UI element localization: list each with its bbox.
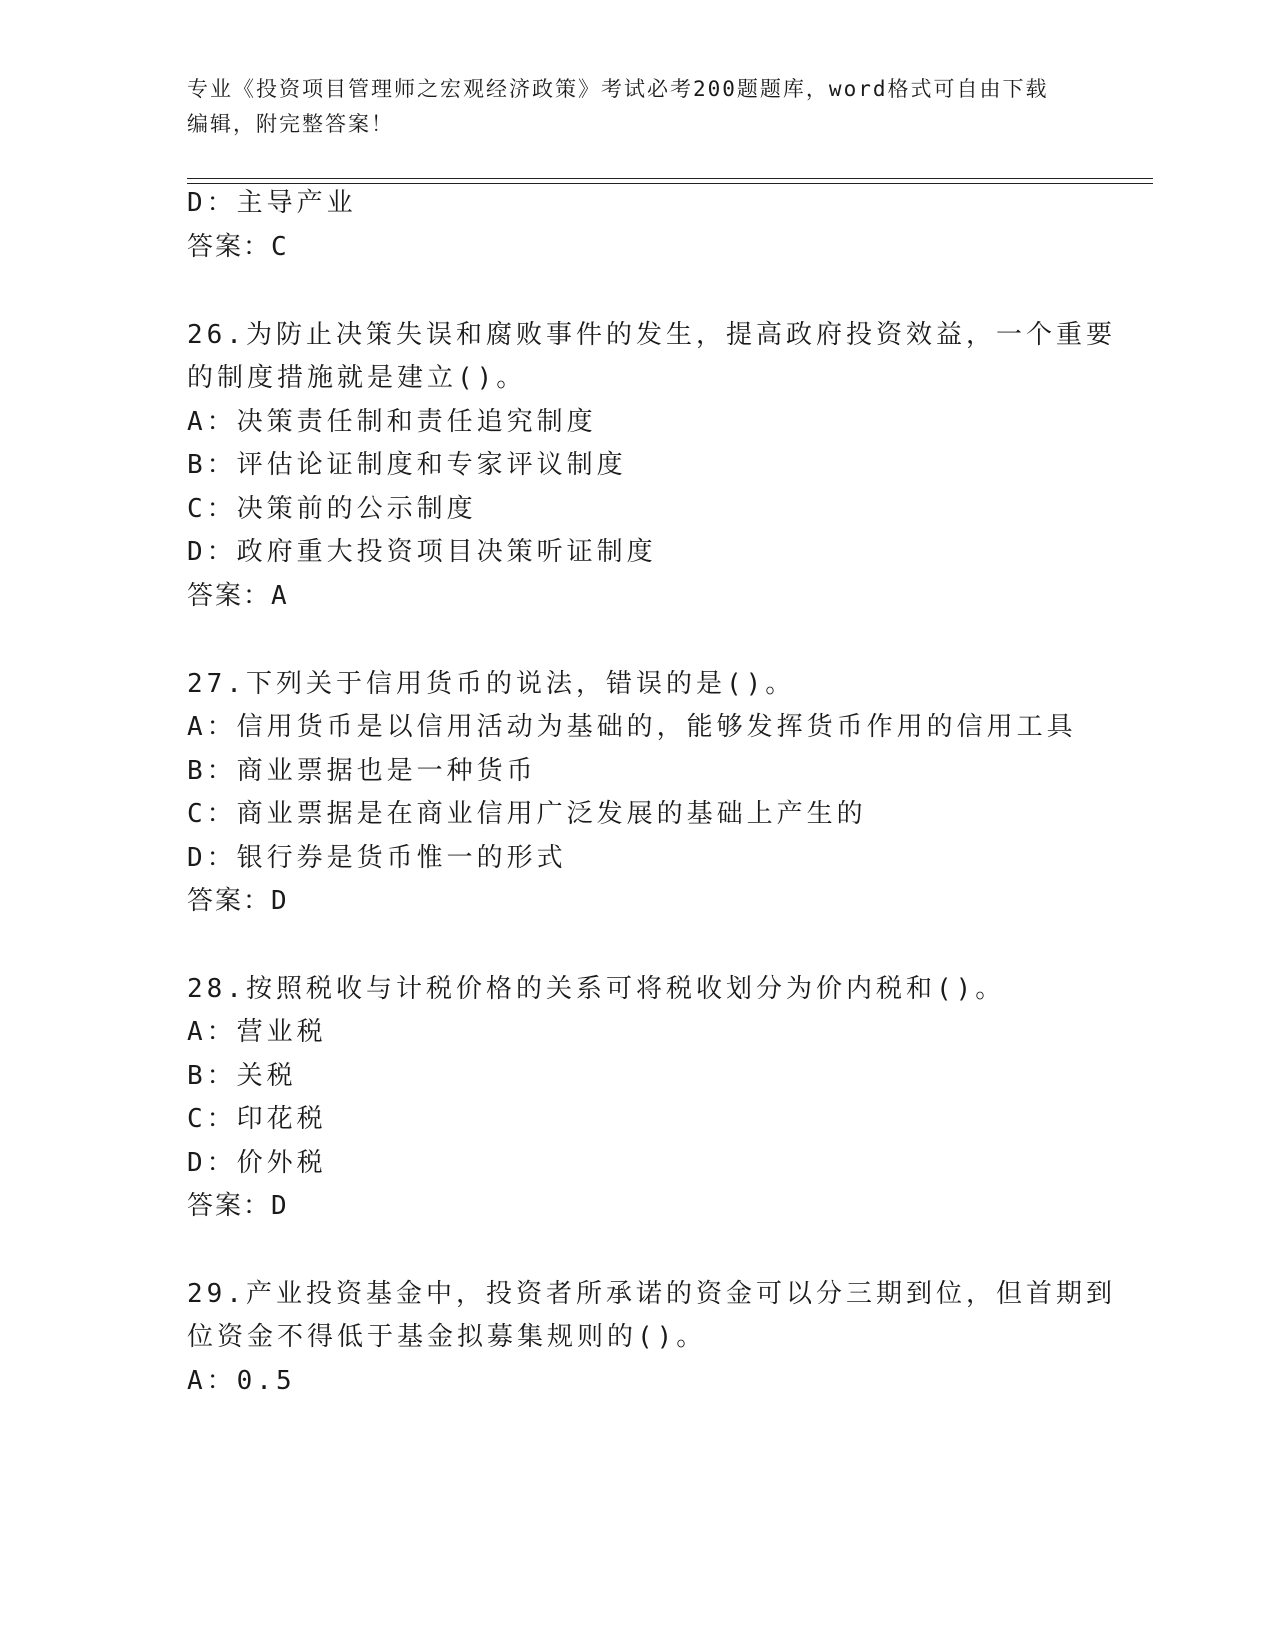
prev-option-d: D：主导产业: [187, 188, 357, 218]
answer-value: D: [271, 886, 288, 916]
question-26-option-a: A：决策责任制和责任追究制度: [187, 407, 597, 437]
header-divider-top: [187, 178, 1153, 179]
question-27-option-c: C：商业票据是在商业信用广泛发展的基础上产生的: [187, 799, 867, 829]
question-27-option-b: B：商业票据也是一种货币: [187, 756, 537, 786]
question-27-option-a: A：信用货币是以信用活动为基础的，能够发挥货币作用的信用工具: [187, 712, 1077, 742]
question-27-option-d: D：银行券是货币惟一的形式: [187, 843, 567, 873]
question-26-line2: 的制度措施就是建立()。: [187, 363, 527, 393]
question-27-answer: [187, 885, 288, 917]
prev-answer: [187, 231, 288, 263]
question-26-option-c: C：决策前的公示制度: [187, 494, 477, 524]
question-29-line2: 位资金不得低于基金拟募集规则的()。: [187, 1322, 707, 1352]
answer-value: C: [271, 232, 288, 262]
document-header: 专业《投资项目管理师之宏观经济政策》考试必考200题题库，word格式可自由下载编辑，附完整答案！: [187, 77, 1049, 136]
question-28-option-a: A：营业税: [187, 1017, 327, 1047]
question-28-option-c: C：印花税: [187, 1104, 327, 1134]
question-28-option-b: B：关税: [187, 1061, 297, 1091]
question-29-option-a: A：0.5: [187, 1366, 296, 1396]
question-26-line1: 26.为防止决策失误和腐败事件的发生，提高政府投资效益，一个重要: [187, 320, 1116, 350]
answer-label: 答案：: [187, 581, 272, 611]
question-28-option-d: D：价外税: [187, 1148, 327, 1178]
header-divider-bottom: [187, 183, 1153, 184]
question-28-line1: 28.按照税收与计税价格的关系可将税收划分为价内税和()。: [187, 974, 1006, 1004]
question-26-option-d: D：政府重大投资项目决策听证制度: [187, 537, 657, 567]
answer-value: D: [271, 1191, 288, 1221]
question-28-answer: [187, 1190, 288, 1222]
answer-label: 答案：: [187, 1191, 272, 1221]
answer-label: 答案：: [187, 886, 272, 916]
question-26-answer: [187, 580, 288, 612]
question-27-line1: 27.下列关于信用货币的说法，错误的是()。: [187, 669, 796, 699]
question-29-line1: 29.产业投资基金中，投资者所承诺的资金可以分三期到位，但首期到: [187, 1279, 1116, 1309]
answer-value: A: [271, 581, 288, 611]
answer-label: 答案：: [187, 232, 272, 262]
question-26-option-b: B：评估论证制度和专家评议制度: [187, 450, 627, 480]
